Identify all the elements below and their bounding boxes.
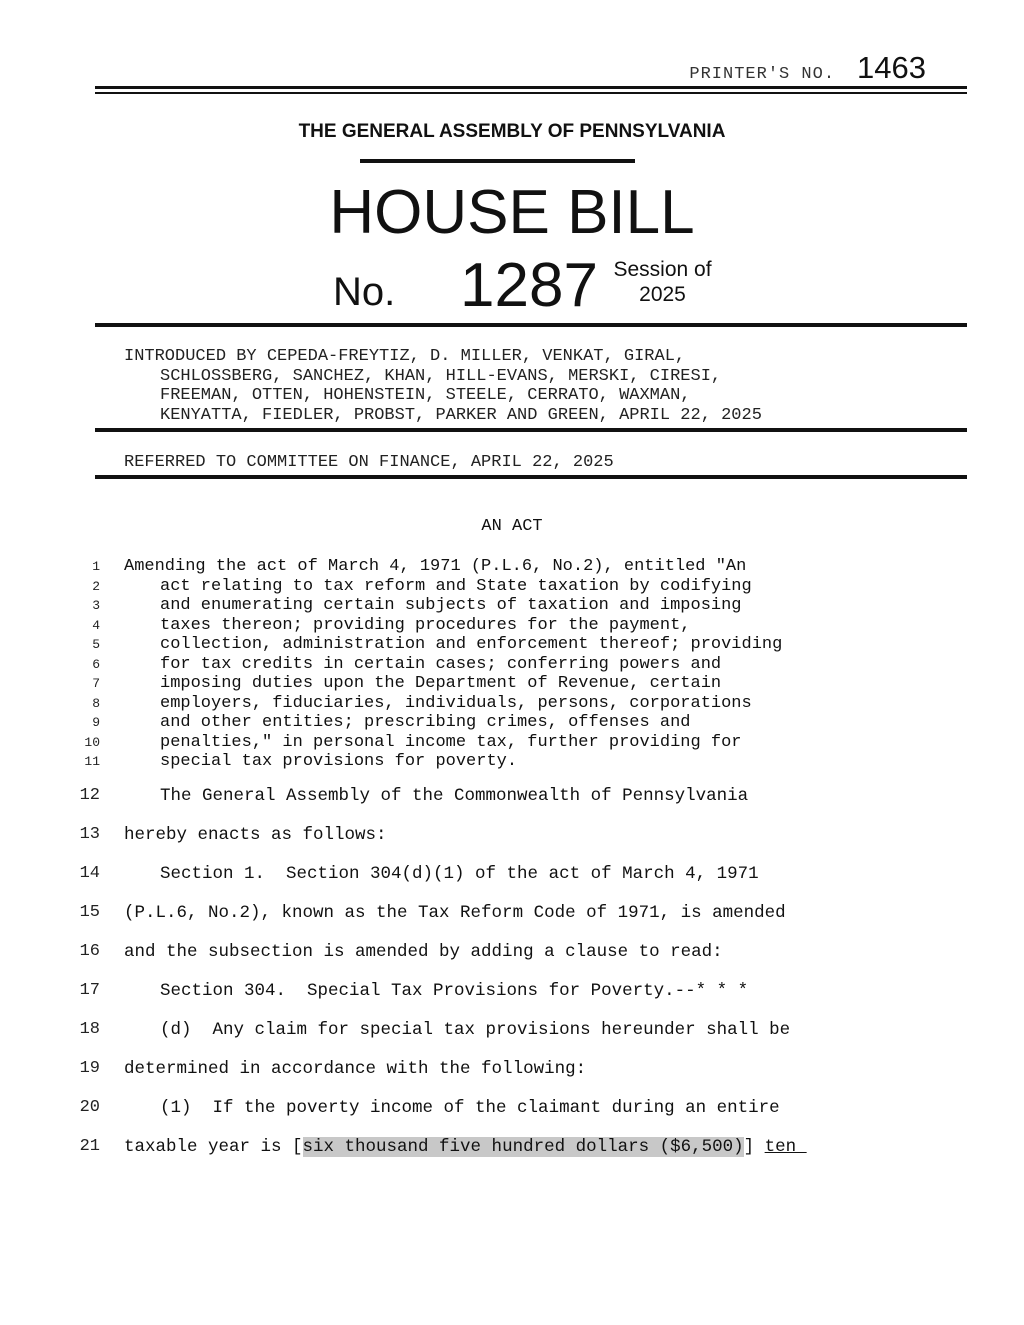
title-line — [0, 635, 1024, 655]
deleted-text: six thousand five hundred dollars ($6,500) — [302, 1137, 744, 1157]
line-number: 15 — [79, 903, 100, 922]
line-text: for tax credits in certain cases; conferring powers and — [160, 654, 722, 674]
line-text: act relating to tax reform and State taxation by codifying — [160, 576, 752, 596]
rule-below-introduced — [95, 428, 967, 432]
line-number: 9 — [92, 715, 100, 730]
line-number: 21 — [79, 1137, 100, 1156]
introduced-by — [124, 347, 762, 425]
line-text: special tax provisions for poverty. — [160, 752, 518, 771]
line-number: 20 — [79, 1098, 100, 1117]
bracket-close: ] — [743, 1137, 765, 1157]
an-act-heading: AN ACT — [481, 517, 543, 536]
line-text: Section 304. Special Tax Provisions for Poverty.--* * * — [160, 981, 749, 1001]
title-line — [0, 577, 1024, 597]
line-number: 3 — [92, 598, 100, 613]
line-number: 4 — [92, 617, 100, 633]
line-number: 6 — [92, 656, 100, 672]
title-line — [0, 596, 1024, 616]
line-number: 18 — [79, 1020, 100, 1039]
line-text: imposing duties upon the Department of Revenue, certain — [160, 674, 722, 693]
session-year: 2025 — [639, 283, 686, 306]
line-number: 17 — [79, 981, 100, 1000]
line-number: 19 — [79, 1059, 100, 1078]
session-block — [605, 257, 720, 307]
top-rule — [95, 86, 967, 89]
introduced-line: INTRODUCED BY CEPEDA-FREYTIZ, D. MILLER, VENKAT, GIRAL, — [124, 347, 686, 366]
rule-below-referred — [95, 475, 967, 479]
title-line — [0, 694, 1024, 714]
body-line — [0, 1056, 1024, 1095]
line-number: 11 — [84, 754, 100, 769]
line-text: Section 1. Section 304(d)(1) of the act of March 4, 1971 — [160, 864, 759, 884]
printers-number-label: PRINTER'S NO. — [689, 65, 836, 84]
introduced-line: SCHLOSSBERG, SANCHEZ, KHAN, HILL-EVANS, MERSKI, CIRESI, — [160, 366, 722, 386]
printers-number: 1463 — [857, 50, 926, 85]
introduced-line: FREEMAN, OTTEN, HOHENSTEIN, STEELE, CERRATO, WAXMAN, — [160, 386, 691, 405]
body-line — [0, 939, 1024, 978]
line-number: 1 — [92, 559, 100, 574]
body-line — [0, 822, 1024, 861]
introduced-line: KENYATTA, FIEDLER, PROBST, PARKER AND GREEN, APRIL 22, 2025 — [160, 405, 762, 425]
line-text: (d) Any claim for special tax provisions hereunder shall be — [160, 1020, 791, 1040]
line-number: 8 — [92, 695, 100, 711]
line-number: 5 — [92, 637, 100, 652]
line-text: determined in accordance with the following: — [124, 1059, 587, 1079]
line-text: (P.L.6, No.2), known as the Tax Reform Code of 1971, is amended — [124, 903, 786, 923]
line-text: hereby enacts as follows: — [124, 825, 387, 845]
session-label: Session of — [613, 258, 712, 281]
heading-rule — [360, 159, 635, 163]
top-rule-thin — [95, 92, 967, 94]
body-line — [0, 1095, 1024, 1134]
line-text: and other entities; prescribing crimes, offenses and — [160, 713, 691, 732]
body-line — [0, 900, 1024, 939]
text-before-deletion: taxable year is [ — [124, 1137, 303, 1157]
line-text: and enumerating certain subjects of taxation and imposing — [160, 596, 742, 615]
line-text: Amending the act of March 4, 1971 (P.L.6, No.2), entitled "An — [124, 557, 747, 576]
line-number: 12 — [79, 786, 100, 805]
line-number: 13 — [79, 825, 100, 844]
body-line — [0, 1017, 1024, 1056]
referred-to-committee: REFERRED TO COMMITTEE ON FINANCE, APRIL 22, 2025 — [124, 453, 614, 472]
bill-type-title: HOUSE BILL — [329, 178, 695, 247]
title-line — [0, 655, 1024, 675]
title-line — [0, 752, 1024, 772]
rule-above-introduced — [95, 323, 967, 327]
act-title — [0, 557, 1024, 772]
line-text: collection, administration and enforcement thereof; providing — [160, 635, 783, 654]
line-text: (1) If the poverty income of the claimant during an entire — [160, 1098, 780, 1118]
line-text: The General Assembly of the Commonwealth of Pennsylvania — [160, 786, 749, 806]
line-number: 10 — [84, 734, 100, 750]
title-line — [0, 733, 1024, 753]
title-line — [0, 713, 1024, 733]
title-line — [0, 616, 1024, 636]
bill-number: 1287 — [460, 251, 598, 320]
number-label: No. — [333, 270, 396, 314]
title-line — [0, 557, 1024, 577]
line-number: 16 — [79, 942, 100, 961]
line-text: employers, fiduciaries, individuals, persons, corporations — [160, 693, 752, 713]
printers-number-block — [689, 50, 926, 86]
assembly-heading: THE GENERAL ASSEMBLY OF PENNSYLVANIA — [298, 121, 726, 142]
line-text: taxes thereon; providing procedures for the payment, — [160, 615, 691, 635]
title-line — [0, 674, 1024, 694]
line-number: 14 — [79, 864, 100, 883]
line-number: 7 — [92, 676, 100, 691]
body-line — [0, 978, 1024, 1017]
line-text: and the subsection is amended by adding a clause to read: — [124, 942, 723, 962]
inserted-text: ten — [764, 1137, 807, 1157]
line-number: 2 — [92, 578, 100, 594]
body-line — [0, 783, 1024, 822]
line-text: penalties," in personal income tax, further providing for — [160, 732, 742, 752]
body-line — [0, 861, 1024, 900]
bill-body — [0, 783, 1024, 1173]
body-line — [0, 1134, 1024, 1173]
line-text — [124, 1134, 807, 1160]
